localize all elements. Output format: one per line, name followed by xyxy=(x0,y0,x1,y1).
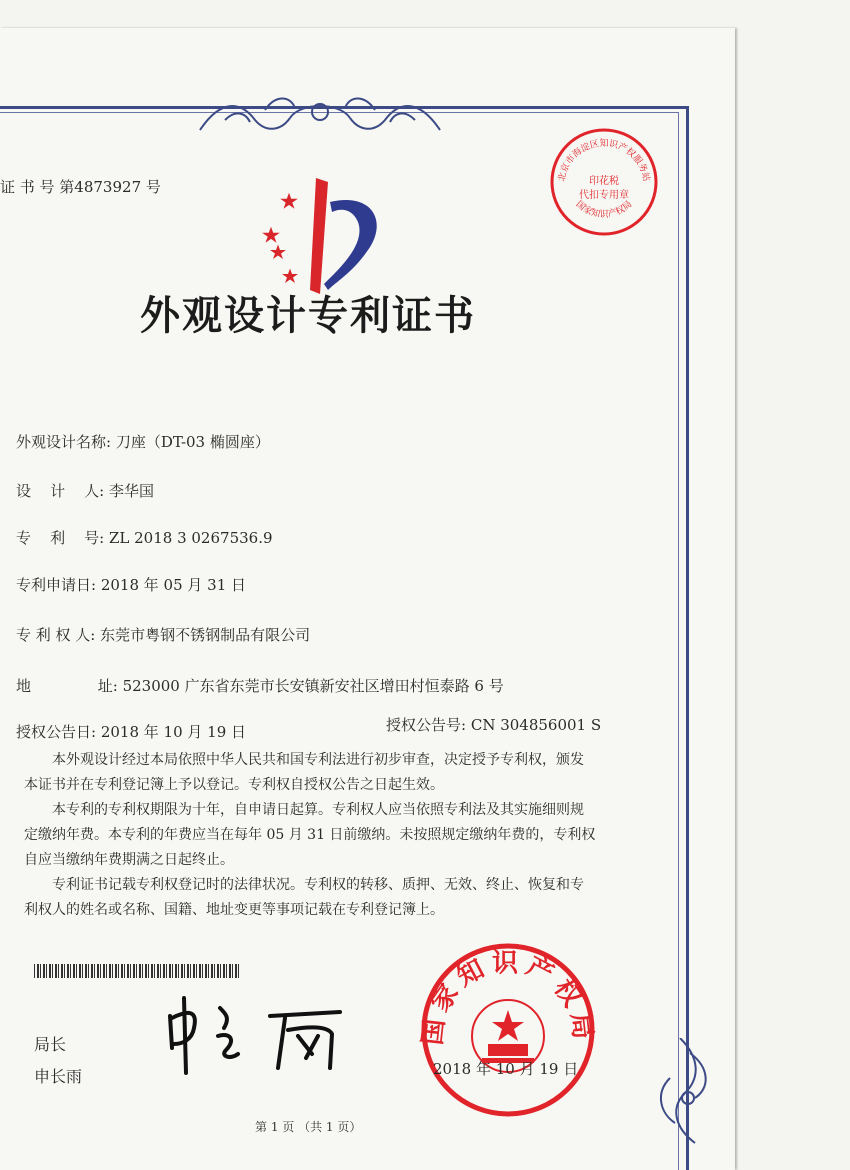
page-footer: 第 1 页 （共 1 页） xyxy=(255,1120,362,1134)
design-name-label: 外观设计名称: xyxy=(16,433,112,451)
design-name-value: 刀座（DT-03 椭圆座） xyxy=(115,433,270,451)
decorative-ornament-bottom xyxy=(640,1038,720,1148)
certificate-title: 外观设计专利证书 xyxy=(140,292,476,339)
filing-date-row xyxy=(16,574,246,595)
svg-text:国家知识产权局 xyxy=(574,199,635,220)
patent-number-label: 专 利 号: xyxy=(16,529,105,547)
signoff-date: 2018 年 10 月 19 日 xyxy=(433,1060,579,1078)
national-ip-office-seal xyxy=(418,940,598,1120)
grant-number-value: CN 304856001 S xyxy=(470,716,602,734)
designer-row xyxy=(16,480,154,501)
main-seal-text: 国家知识产权局 xyxy=(418,948,598,1047)
grant-number-row xyxy=(386,714,601,735)
grant-date-value: 2018 年 10 月 19 日 xyxy=(100,723,247,741)
tax-stamp-seal xyxy=(548,126,660,238)
signoff-title: 局长 xyxy=(34,1035,67,1054)
paragraph-1-line-2: 本证书并在专利登记簿上予以登记。专利权自授权公告之日起生效。 xyxy=(24,777,444,793)
patentee-label: 专 利 权 人: xyxy=(16,626,96,644)
barcode xyxy=(34,964,240,978)
certificate-page xyxy=(0,28,735,1170)
body-text xyxy=(24,748,644,923)
patent-number-value: ZL 2018 3 0267536.9 xyxy=(108,529,273,547)
designer-value: 李华国 xyxy=(108,482,154,500)
director-signature xyxy=(160,988,360,1078)
patentee-row xyxy=(16,624,310,645)
seal-top-line-2: 代扣专用章 xyxy=(579,190,629,201)
patentee-value: 东莞市粤钢不锈钢制品有限公司 xyxy=(100,626,311,644)
seal-top-bottom-text: 国家知识产权局 xyxy=(573,199,635,221)
grant-date-label: 授权公告日: xyxy=(16,723,97,741)
address-value: 523000 广东省东莞市长安镇新安社区增田村恒泰路 6 号 xyxy=(122,677,504,695)
signoff-name: 申长雨 xyxy=(34,1067,83,1086)
grant-number-label: 授权公告号: xyxy=(386,716,467,734)
paragraph-2-line-2: 定缴纳年费。本专利的年费应当在每年 05 月 31 日前缴纳。未按照规定缴纳年费的，专利权 xyxy=(24,827,596,843)
decorative-ornament-top xyxy=(195,90,445,140)
address-row xyxy=(16,675,504,696)
filing-date-label: 专利申请日: xyxy=(16,576,97,594)
paragraph-3-line-1: 专利证书记载专利权登记时的法律状况。专利权的转移、质押、无效、终止、恢复和专 xyxy=(52,877,584,893)
seal-top-line-1: 印花税 xyxy=(589,176,619,187)
filing-date-value: 2018 年 05 月 31 日 xyxy=(100,576,247,594)
address-label: 地 址: xyxy=(16,677,118,695)
seal-top-outer-text: 北京市海淀区知识产权服务站 xyxy=(557,139,651,183)
designer-label: 设 计 人: xyxy=(16,482,105,500)
grant-date-row xyxy=(16,721,246,742)
certificate-number: 证 书 号 第4873927 号 xyxy=(0,178,161,196)
paragraph-2-line-1: 本专利的专利权期限为十年，自申请日起算。专利权人应当依照专利法及其实施细则规 xyxy=(52,802,584,818)
patent-office-logo-icon xyxy=(258,172,388,302)
paragraph-3-line-2: 利权人的姓名或名称、国籍、地址变更等事项记载在专利登记簿上。 xyxy=(24,902,444,918)
design-name-row xyxy=(16,431,270,452)
patent-number-row xyxy=(16,527,273,548)
paragraph-1-line-1: 本外观设计经过本局依照中华人民共和国专利法进行初步审查，决定授予专利权，颁发 xyxy=(52,752,584,768)
paragraph-2-line-3: 自应当缴纳年费期满之日起终止。 xyxy=(24,852,234,868)
